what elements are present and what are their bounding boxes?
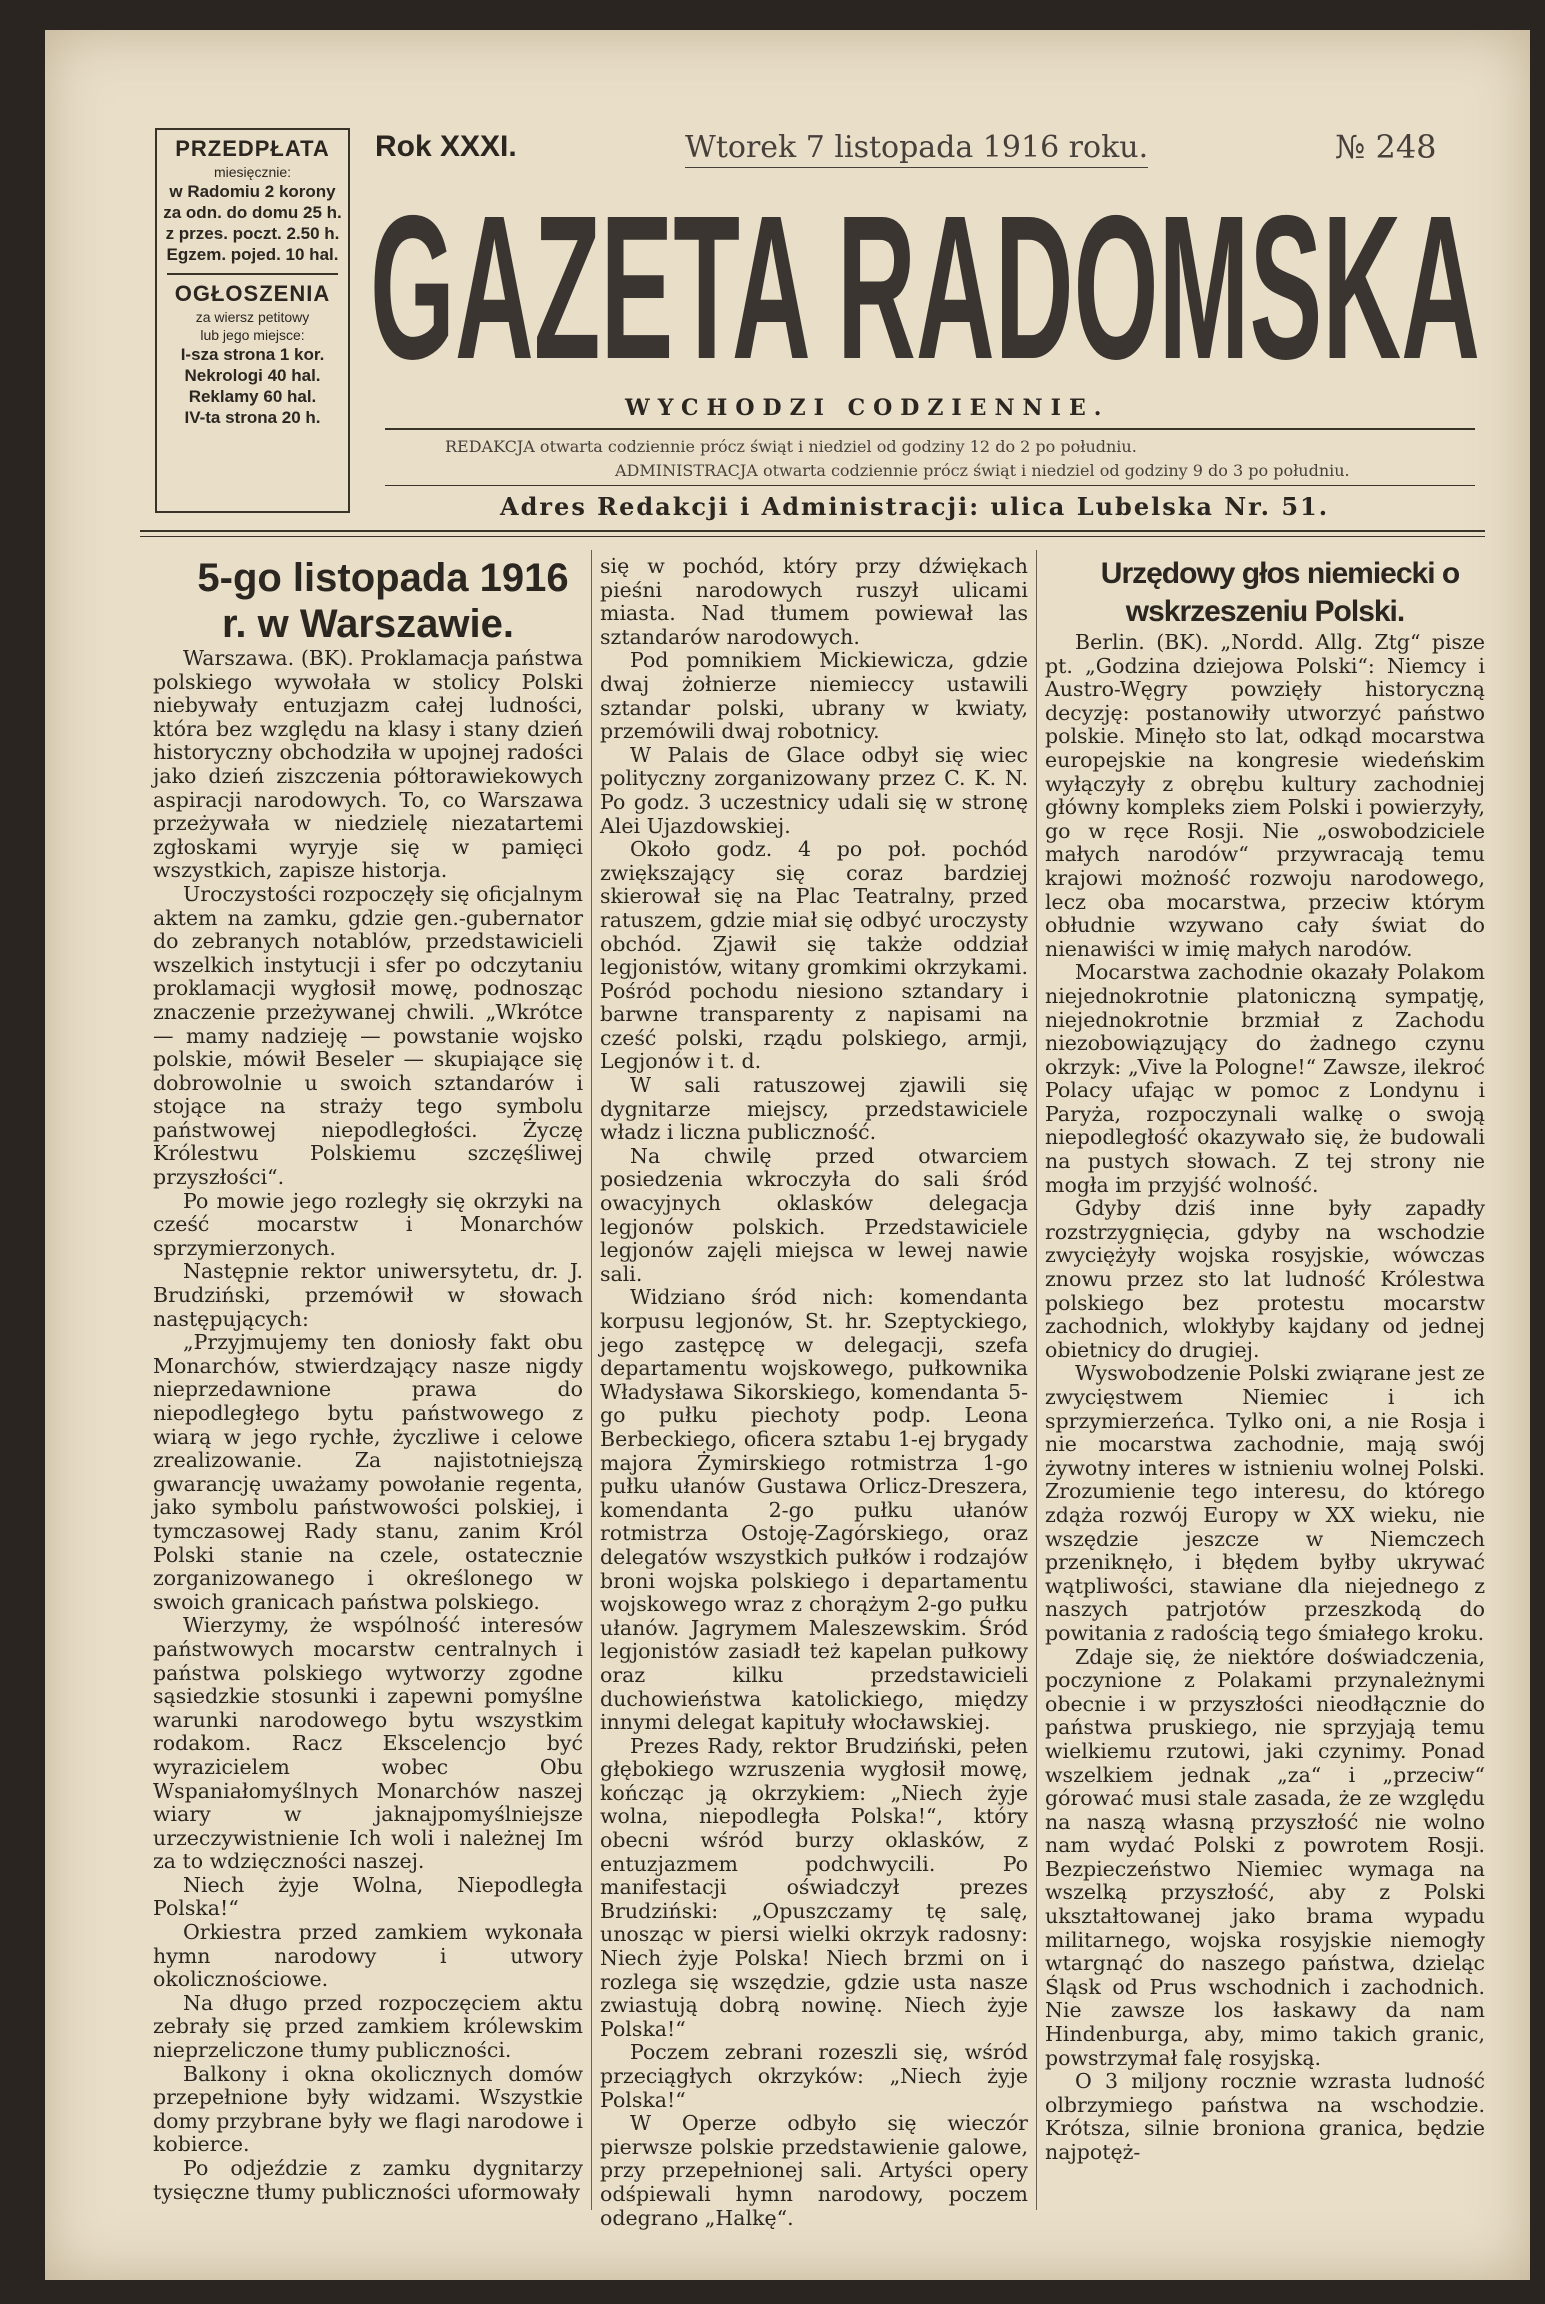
article-paragraph: „Przyjmujemy ten doniosły fakt obu Monarchów, stwierdzający nasze nigdy nieprzedawnione prawa do niepodległego bytu państwowego z wiarą w jego rychłe, życzliwe i celowe zrealizowanie. Za najistotniejszą gwarancję uważamy powołanie regenta, jako symbolu państwowości polskiej, i tymczasowej Rady stanu, zanim Król Polski stanie na czele, ostatecznie zorganizowanego i określonego w swoich granicach państwa polskiego. — [153, 1330, 583, 1614]
admin-hours: ADMINISTRACJA otwarta codziennie prócz świąt i niedziel od godziny 9 do 3 po południu. — [615, 461, 1350, 480]
ads-line: lub jego miejsce: — [200, 327, 305, 343]
article-paragraph: Balkony i okna okolicznych domów przepełnione były widzami. Wszystkie domy przybrane były we flagi narodowe i kobierce. — [153, 2061, 583, 2157]
title-text: GAZETA RADOMSKA — [370, 180, 1480, 390]
subscription-line: w Radomiu 2 korony — [169, 182, 336, 201]
article-paragraph: Około godz. 4 po poł. pochód zwiększający się coraz bardziej skierował się na Plac Teatralny, przed ratuszem, gdzie miał się odbyć uroczysty obchód. Zjawił się także oddział legjonistów, witany gromkimi okrzykami. Pośród pochodu niesiono sztandary i barwne transparenty z napisami na cześć polski, rządu polskiego, armji, Legjonów i t. d. — [600, 837, 1028, 1074]
ads-line: za wiersz petitowy — [195, 309, 310, 325]
article-paragraph: O 3 miljony rocznie wzrasta ludność olbrzymiego państwa na wschodzie. Krótsza, silnie broniona granica, będzie najpotęż- — [1045, 2069, 1485, 2164]
article-paragraph: Niech żyje Wolna, Niepodległa Polska!“ — [153, 1872, 583, 1921]
article-paragraph: Warszawa. (BK). Proklamacja państwa polskiego wywołała w stolicy Polski niebywały entuzjazm całej ludności, która bez względu na klasy i stany dzień historyczny obchodziła w upojnej radości jako dzień ziszczenia półtorawiekowych aspiracji narodowych. To, co Warszawa przeżywała w niedzielę niezatartemi zgłoskami wyryje się w pamięci wszystkich, zapisze historja. — [153, 646, 583, 883]
masthead — [45, 30, 1530, 540]
article-paragraph: Wyswobodzenie Polski zwiąrane jest ze zwycięstwem Niemiec i ich sprzymierzeńca. Tylko oni, a nie Rosja i nie mocarstwa zachodnie, mają swój żywotny interes w istnieniu wolnej Polski. Zrozumienie tego interesu, do którego zdąża rozwój Europy w XX wieku, nie wszędzie jeszcze w Niemczech przeniknęło, i błędem byłby ukrywać wątpliwości, stawiane dla niejednego z naszych patrjotów przeszkodą do powitania z radością tego śmiałego kroku. — [1045, 1361, 1485, 1645]
article-paragraph: Orkiestra przed zamkiem wykonała hymn narodowy i utwory okolicznościowe. — [153, 1920, 583, 1992]
article-paragraph: W Operze odbyło się wieczór pierwsze polskie przedstawienie galowe, przy przepełnionej sali. Artyści opery odśpiewali hymn narodowy, poczem odegrano „Halkę“. — [600, 2111, 1028, 2230]
article-paragraph: Gdyby dziś inne były zapadły rozstrzygnięcia, gdyby na wschodzie zwyciężyły wojska rosyjskie, wówczas znowu przez sto lat ludność Królestwa polskiego bez protestu mocarstw zachodnich, wlokłyby kajdany od jednej obietnicy do drugiej. — [1045, 1196, 1485, 1362]
address-line: Adres Redakcji i Administracji: ulica Lubelska Nr. 51. — [500, 492, 1330, 521]
issue-number: № 248 — [1335, 128, 1437, 166]
ads-line: I-sza strona 1 kor. — [180, 345, 325, 364]
column-3 — [1045, 555, 1485, 2165]
article-paragraph: Na chwilę przed otwarciem posiedzenia wkroczyła do sali śród owacyjnych oklasków delegacja legjonów polskich. Przedstawiciele legjonów zajęli miejsca w lewej nawie sali. — [600, 1143, 1028, 1286]
article-paragraph: Berlin. (BK). „Nordd. Allg. Ztg“ pisze pt. „Godzina dziejowa Polski“: Niemcy i Austro-Węgry powzięły historyczną decyzję: postanowiły utworzyć państwo polskie. Minęło sto lat, odkąd mocarstwa europejskie na kongresie wiedeńskim wyłączyły z obrębu kultury zachodniej główny kompleks ziem Polski i powierzyły, go w ręce Rosji. Nie „oswobodziciele małych narodów“ przywracają temu krajowi możność rozwoju narodowego, lecz oba mocarstwa, przeciw którym obłudnie wzywano cały świat do nienawiści w imię małych narodów. — [1045, 630, 1485, 961]
ads-heading: OGŁOSZENIA — [174, 281, 331, 306]
subscription-heading: PRZEDPŁATA — [175, 136, 330, 161]
editorial-hours: REDAKCJA otwarta codziennie prócz świąt i niedziel od godziny 12 do 2 po południu. — [445, 437, 1137, 456]
subscription-line: za odn. do domu 25 h. — [163, 203, 342, 222]
article-paragraph: Mocarstwa zachodnie okazały Polakom niejednokrotnie platoniczną sympatję, niejednokrotnie brzmiał z Zachodu niezobowiązujący do żadnego czynu okrzyk: „Vive la Pologne!“ Zawsze, ilekroć Polacy ufając w pomoc z Londynu i Paryża, rozpoczynali walkę o swoją niepodległość okazywało się, że budowali na pustych słowach. Z tej strony nie mogła im przyjść wolność. — [1045, 960, 1485, 1197]
ads-line: Nekrologi 40 hal. — [184, 366, 321, 385]
article-paragraph: Poczem zebrani rozeszli się, wśród przeciągłych okrzyków: „Niech żyje Polska!“ — [600, 2040, 1028, 2112]
subscription-sub: miesięcznie: — [213, 164, 292, 180]
column-divider — [1036, 550, 1037, 2210]
article-paragraph: Zdaje się, że niektóre doświadczenia, poczynione z Polakami przynależnymi obecnie i w przyszłości nieodłącznie do państwa pruskiego, nie sprzyjają temu wielkiemu rzutowi, jaki czynimy. Ponad wszelkiem jednak „za“ i „przeciw“ górować musi stale zasada, że ze względu na naszą własną przyszłość nie wolno nam wydać Polski z powrotem Rosji. Bezpieczeństwo Niemiec wymaga na wszelką przyszłość, aby z Polski ukształtowanej jako brama wypadu militarnego, wojska rosyjskie niemogły wtargnąć do naszego państwa, dzieląc Śląsk od Prus wschodnich i zachodnich. Nie zawsze los łaskawy da nam Hindenburga, aby, mimo takich granic, powstrzymał falę rosyjską. — [1045, 1644, 1485, 2070]
column-divider — [591, 550, 592, 2210]
subscription-line: z przes. poczt. 2.50 h. — [165, 224, 340, 243]
article-paragraph: się w pochód, który przy dźwiękach pieśni narodowych ruszył ulicami miasta. Nad tłumem powiewał las sztandarów narodowych. — [600, 554, 1028, 649]
article-paragraph: Pod pomnikiem Mickiewicza, gdzie dwaj żołnierze niemieccy ustawili sztandar polski, ubrany w kwiaty, przemówili dwaj robotnicy. — [600, 648, 1028, 744]
ads-line: Reklamy 60 hal. — [188, 387, 317, 406]
article-paragraph: Uroczystości rozpoczęły się oficjalnym aktem na zamku, gdzie gen.-gubernator do zebranych notablów, przedstawicieli wszelkich instytucji i sfer po odczytaniu proklamacji wygłosił mowę, podnosząc znaczenie przeżywanej chwili. „Wkrótce — mamy nadzieję — powstanie wojsko polskie, mówił Beseler — skupiające się dobrowolnie u swoich sztandarów i stojące na straży tego symbolu państwowej niepodległości. Życzę Królestwu Polskiemu szczęśliwej przyszłości“. — [153, 881, 583, 1190]
subscription-line: Egzem. pojed. 10 hal. — [166, 245, 339, 264]
article-paragraph: Widziano śród nich: komendanta korpusu legjonów, St. hr. Szeptyckiego, jego zastępcę w delegacji, szefa departamentu wojskowego, pułkownika Władysława Sikorskiego, komendanta 5-go pułku piechoty podp. Leona Berbeckiego, oficera sztabu 1-ej brygady majora Żymirskiego rotmistrza 1-go pułku ułanów Gustawa Orlicz-Dreszera, komendanta 2-go pułku ułanów rotmistrza Ostoję-Zagórskiego, oraz delegatów wszystkich pułków i rodzajów broni wojska polskiego i departamentu wojskowego wraz z chorążym 2-go pułku ułanów. Jagrymem Maleszewskim. Śród legjonistów zasiadł też kapelan pułkowy oraz kilku przedstawicieli duchowieństwa katolickiego, między innymi delegat kapituły włocławskiej. — [600, 1285, 1028, 1735]
article-paragraph: Po mowie jego rozległy się okrzyki na cześć mocarstw i Monarchów sprzymierzonych. — [153, 1188, 583, 1260]
volume-label: Rok XXXI. — [375, 130, 517, 163]
divider — [385, 428, 1475, 430]
newspaper-page — [45, 30, 1530, 2280]
article-paragraph: Następnie rektor uniwersytetu, dr. J. Brudziński, przemówił w słowach następujących: — [153, 1259, 583, 1331]
divider — [385, 485, 1475, 486]
divider — [140, 530, 1485, 532]
subtitle: WYCHODZI CODZIENNIE. — [625, 395, 1110, 421]
article-paragraph: W sali ratuszowej zjawili się dygnitarze miejscy, przedstawiciele władz i liczna publiczność. — [600, 1073, 1028, 1145]
article-paragraph: Po odjeździe z zamku dygnitarzy tysięczne tłumy publiczności uformowały — [153, 2156, 583, 2204]
subscription-box — [155, 128, 350, 513]
issue-date: Wtorek 7 listopada 1916 roku. — [685, 130, 1148, 168]
ads-line: IV-ta strona 20 h. — [184, 408, 321, 427]
article-paragraph: Wierzymy, że wspólność interesów państwowych mocarstw centralnych i państwa polskiego wytworzy zgodne sąsiedzkie stosunki i zapewni pomyślne warunki narodowego bytu wszystkim rodakom. Racz Ekscelencjo być wyrazicielem wobec Obu Wspaniałomyślnych Monarchów naszej wiary w jaknajpomyślniejsze urzeczywistnienie Ich woli i należnej Im za to wdzięczności naszej. — [153, 1613, 583, 1874]
column-2 — [600, 555, 1028, 2230]
divider — [167, 273, 338, 275]
article-paragraph: W Palais de Glace odbył się wiec polityczny zorganizowany przez C. K. N. Po godz. 3 uczestnicy udali się w stronę Alei Ujazdowskiej. — [600, 742, 1028, 838]
divider — [140, 536, 1485, 537]
article-headline: 5-go listopada 1916 r. w Warszawie. — [197, 556, 569, 646]
article-headline: Urzędowy głos niemiecki o wskrzeszeniu Polski. — [1100, 557, 1460, 628]
article-paragraph: Na długo przed rozpoczęciem aktu zebrały się przed zamkiem królewskim nieprzeliczone tłumy publiczności. — [153, 1990, 583, 2063]
column-1 — [153, 555, 583, 2204]
article-paragraph: Prezes Rady, rektor Brudziński, pełen głębokiego wzruszenia wygłosił mowę, kończąc ją okrzykiem: „Niech żyje wolna, niepodległa Polska!“, który obecni wśród burzy oklasków, z entuzjazmem podchwycili. Po manifestacji oświadczył prezes Brudziński: „Opuszczamy tę salę, unosząc w piersi wielki okrzyk radosny: Niech żyje Polska! Niech brzmi on i rozlega się wszędzie, gdzie usta nasze zwiastują dobrą nowinę. Niech żyje Polska!“ — [600, 1733, 1028, 2041]
newspaper-title — [365, 180, 1485, 390]
